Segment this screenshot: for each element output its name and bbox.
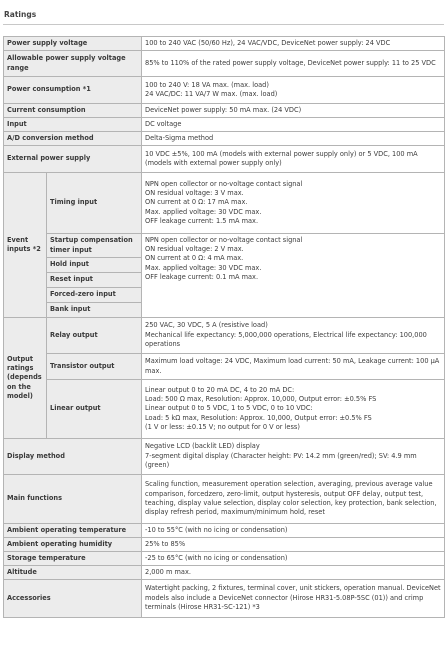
row-value [142,354,445,380]
row-label: Storage temperature [4,552,142,566]
row-value [142,104,445,118]
row-label: Relay output [47,318,142,354]
row-value [142,146,445,173]
table-row [4,524,445,538]
row-value [142,173,445,234]
value-line: OFF leakage current: 1.5 mA max. [145,217,259,226]
row-value [142,552,445,566]
value-line: DeviceNet power supply: 50 mA max. (24 VDC) [145,105,302,114]
row-label: Power consumption *1 [4,77,142,104]
value-line: Max. applied voltage: 30 VDC max. [145,263,262,272]
value-line: Load: 5 kΩ max, Resolution: Approx. 10,000, Output error: ±0.5% FS [145,413,372,422]
table-row [4,173,445,234]
value-line: Scaling function, measurement operation selection, averaging, previous average value comparison, forcedzero, zero-limit, output hysteresis, output OFF delay, output test, teaching, display value selection, display color selection, key protection, bank selection, display refresh period, maximum/minimum hold, reset [145,480,437,517]
row-label: Accessories [4,580,142,618]
row-value [142,118,445,132]
row-value [142,380,445,439]
row-value [142,318,445,354]
value-line: 24 VAC/DC: 11 VA/7 W max. (max. load) [145,90,278,98]
value-line: 100 to 240 V: 18 VA max. (max. load) [145,80,269,89]
row-label: Startup compensation timer input [47,234,142,258]
table-row [4,439,445,475]
row-value [142,37,445,51]
row-label: Hold input [47,258,142,273]
value-line: NPN open collector or no-voltage contact signal [145,235,303,244]
row-value [142,475,445,524]
row-value [142,132,445,146]
value-line: Mechanical life expectancy: 5,000,000 operations, Electrical life expectancy: 100,000 operations [145,330,427,349]
value-line: -25 to 65°C (with no icing or condensation) [145,553,288,562]
row-label: Altitude [4,566,142,580]
value-line: 7-segment digital display (Character height: PV: 14.2 mm (green/red); SV: 4.9 mm (green) [145,451,417,470]
row-label: Display method [4,439,142,475]
table-row [4,538,445,552]
row-label: Ambient operating humidity [4,538,142,552]
row-label: Reset input [47,273,142,288]
row-value [142,524,445,538]
row-value [142,77,445,104]
table-row [4,380,445,439]
table-row [4,580,445,618]
row-value [142,439,445,475]
row-label: Linear output [47,380,142,439]
row-label: Main functions [4,475,142,524]
value-line: Maximum load voltage: 24 VDC, Maximum load current: 50 mA, Leakage current: 100 μA max. [145,357,440,375]
value-line: 2,000 m max. [145,567,191,576]
table-row [4,146,445,173]
table-row [4,51,445,77]
table-row [4,566,445,580]
section-title: Ratings [4,10,37,19]
row-label: Allowable power supply voltage range [4,51,142,77]
value-line: ON residual voltage: 2 V max. [145,244,244,253]
row-label: A/D conversion method [4,132,142,146]
value-line: (1 V or less: ±0.15 V; no output for 0 V or less) [145,423,300,432]
table-row [4,104,445,118]
row-value [142,234,445,318]
value-line: 250 VAC, 30 VDC, 5 A (resistive load) [145,321,268,330]
row-label: Timing input [47,173,142,234]
row-value [142,580,445,618]
ratings-table [3,36,445,618]
row-label: Current consumption [4,104,142,118]
table-row [4,354,445,380]
row-label: Forced-zero input [47,288,142,303]
group-label-event-inputs: Event inputs *2 [4,173,47,318]
table-row [4,475,445,524]
table-row [4,234,445,258]
row-label: Input [4,118,142,132]
row-value [142,51,445,77]
table-row [4,552,445,566]
value-line: ON current at 0 Ω: 17 mA max. [145,198,248,207]
value-line: Linear output 0 to 20 mA DC, 4 to 20 mA DC: [145,385,295,394]
value-line: Load: 500 Ω max, Resolution: Approx. 10,000, Output error: ±0.5% FS [145,394,377,403]
row-label: Transistor output [47,354,142,380]
row-label: Bank input [47,303,142,318]
value-line: 100 to 240 VAC (50/60 Hz), 24 VAC/VDC, DeviceNet power supply: 24 VDC [145,38,391,47]
value-line: OFF leakage current: 0.1 mA max. [145,272,259,281]
title-divider [3,24,444,25]
value-line: ON residual voltage: 3 V max. [145,188,244,197]
value-line: Max. applied voltage: 30 VDC max. [145,207,262,216]
value-line: -10 to 55°C (with no icing or condensation) [145,525,288,534]
row-label: External power supply [4,146,142,173]
value-line: 25% to 85% [145,539,186,548]
value-line: NPN open collector or no-voltage contact signal [145,179,303,188]
value-line: DC voltage [145,119,182,128]
value-line: Watertight packing, 2 fixtures, terminal cover, unit stickers, operation manual. DeviceNet models also include a DeviceNet connector (Hirose HR31-5.08P-5SC (01)) and crimp terminals (Hirose HR31-SC-121) *3 [145,584,441,612]
value-line: Negative LCD (backlit LED) display [145,442,260,451]
group-label-output-ratings: Output ratings (depends on the model) [4,318,47,439]
value-line: 85% to 110% of the rated power supply voltage, DeviceNet power supply: 11 to 25 VDC [145,58,436,67]
table-row [4,132,445,146]
value-line: Delta-Sigma method [145,133,214,142]
row-value [142,566,445,580]
table-row [4,77,445,104]
table-row [4,118,445,132]
row-label: Ambient operating temperature [4,524,142,538]
value-line: 10 VDC ±5%, 100 mA (models with external power supply only) or 5 VDC, 100 mA (models with external power supply only) [145,149,418,167]
section-header [0,0,447,25]
table-row [4,318,445,354]
row-value [142,538,445,552]
row-label: Power supply voltage [4,37,142,51]
value-line: Linear output 0 to 5 VDC, 1 to 5 VDC, 0 to 10 VDC: [145,404,313,413]
value-line: ON current at 0 Ω: 4 mA max. [145,254,244,263]
table-row [4,37,445,51]
